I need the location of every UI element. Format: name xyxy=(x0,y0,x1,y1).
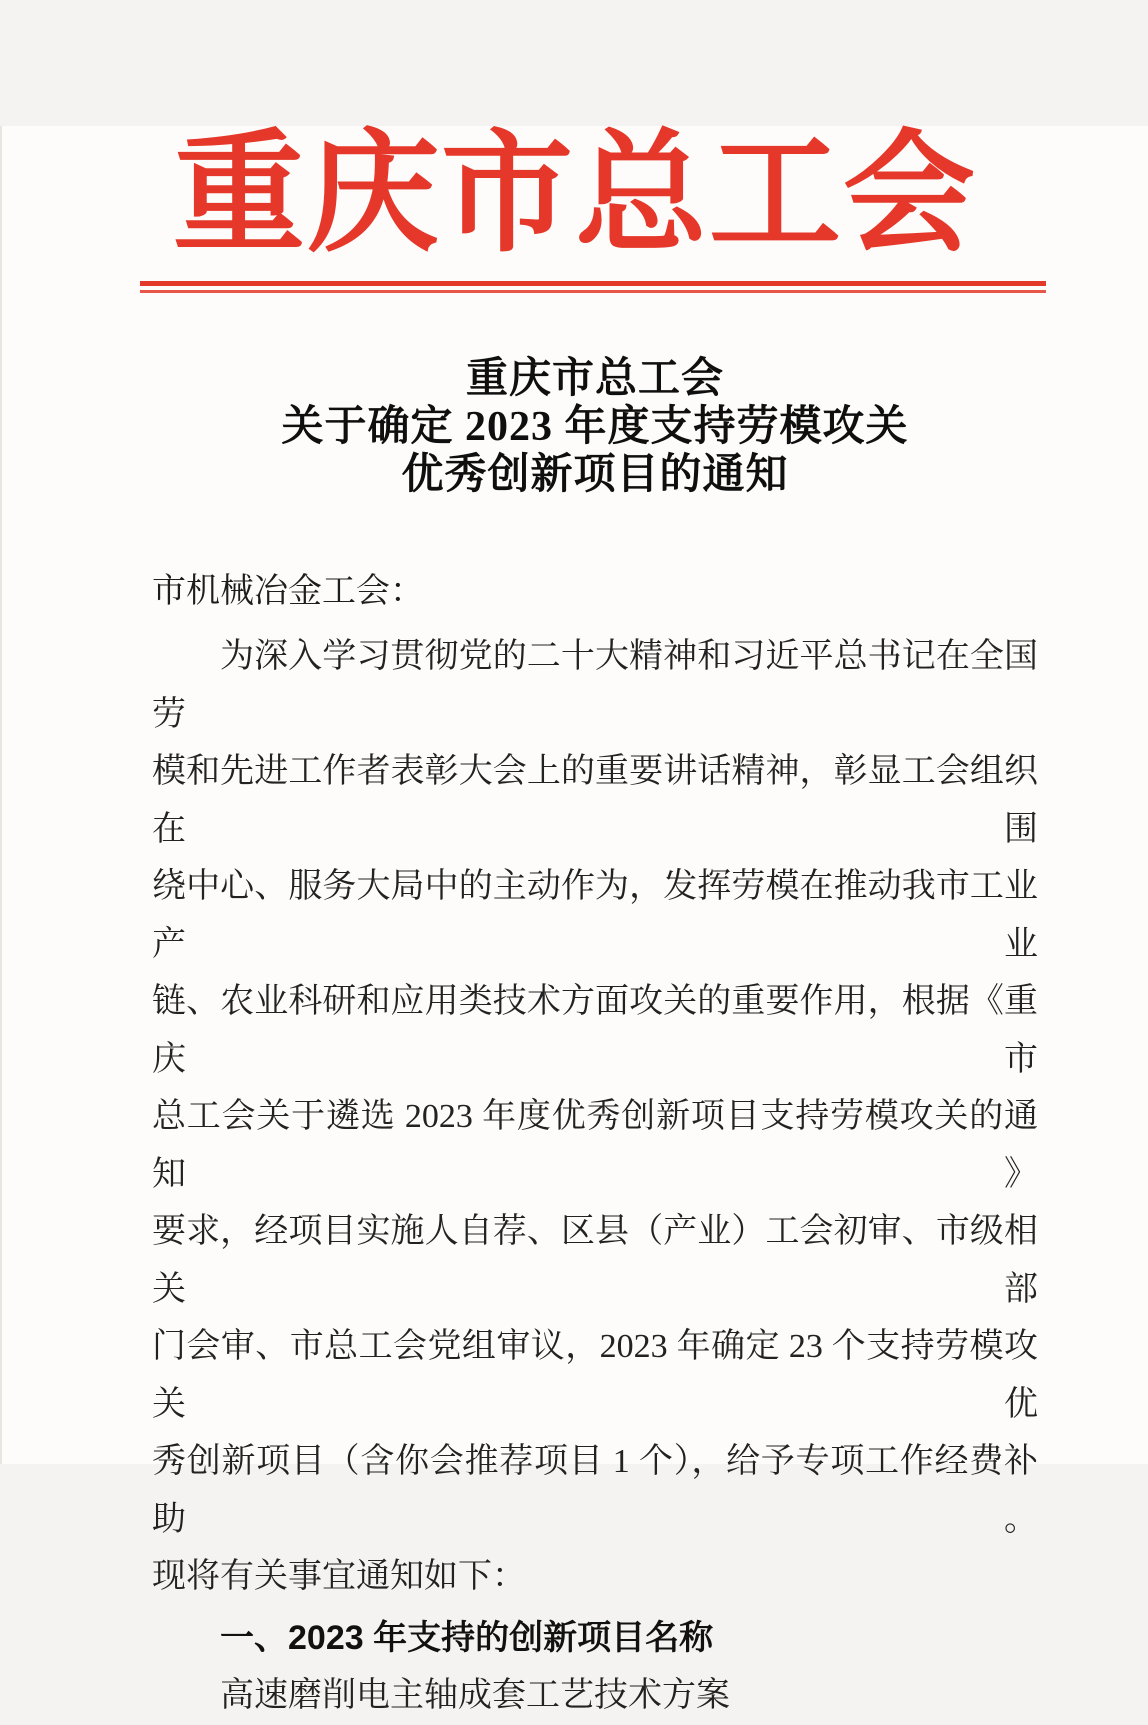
body-paragraph-line: 现将有关事宜通知如下： xyxy=(152,1558,526,1596)
body-paragraph-line: 为深入学习贯彻党的二十大精神和习近平总书记在全国劳 xyxy=(152,638,1038,733)
project-name: 高速磨削电主轴成套工艺技术方案 xyxy=(220,1677,730,1715)
body-paragraph-line: 总工会关于遴选 2023 年度优秀创新项目支持劳模攻关的通知》 xyxy=(152,1098,1038,1193)
salutation: 市机械冶金工会： xyxy=(152,573,424,611)
body-paragraph xyxy=(152,628,1038,1606)
body-paragraph-line: 秀创新项目（含你会推荐项目 1 个），给予专项工作经费补助。 xyxy=(152,1443,1038,1538)
doc-title xyxy=(152,355,1038,499)
masthead-double-rule xyxy=(140,281,1046,293)
body-paragraph-line: 绕中心、服务大局中的主动作为，发挥劳模在推动我市工业产业 xyxy=(152,868,1038,963)
body-paragraph-line: 链、农业科研和应用类技术方面攻关的重要作用，根据《重庆市 xyxy=(152,983,1038,1078)
document-content xyxy=(152,355,1038,1725)
section-heading: 一、2023 年支持的创新项目名称 xyxy=(220,1618,714,1657)
body-paragraph-line: 模和先进工作者表彰大会上的重要讲话精神，彰显工会组织在围 xyxy=(152,753,1038,848)
body-paragraph-line: 要求，经项目实施人自荐、区县（产业）工会初审、市级相关部 xyxy=(152,1213,1038,1308)
doc-title-line: 重庆市总工会 xyxy=(465,356,724,403)
masthead-org-name: 重庆市总工会 xyxy=(173,121,977,268)
body-paragraph-line: 门会审、市总工会党组审议，2023 年确定 23 个支持劳模攻关优 xyxy=(152,1328,1038,1423)
document-page xyxy=(0,121,1148,1715)
doc-title-line: 关于确定 2023 年度支持劳模攻关 xyxy=(281,404,909,451)
doc-title-line: 优秀创新项目的通知 xyxy=(401,452,789,499)
